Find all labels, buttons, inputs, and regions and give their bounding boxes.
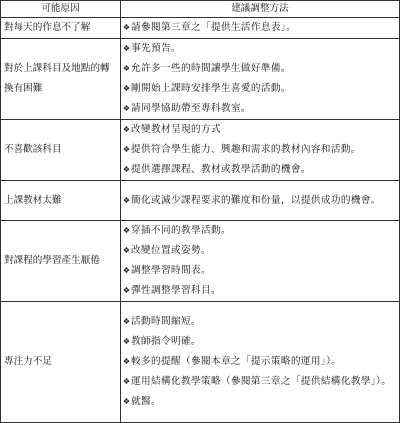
header-row: [1, 1, 400, 18]
method-item: [122, 312, 399, 332]
method-item: [122, 261, 399, 281]
diamond-bullet-icon: ❖: [122, 226, 131, 235]
methods-cell: [121, 18, 400, 39]
reason-cell: 專注力不足: [1, 302, 121, 423]
method-item: [122, 191, 399, 211]
diamond-bullet-icon: ❖: [122, 145, 131, 154]
method-item: [122, 120, 399, 140]
diamond-bullet-icon: ❖: [122, 357, 131, 366]
method-item: [122, 221, 399, 241]
reason-cell: 不喜歡該科目: [1, 120, 121, 181]
diamond-bullet-icon: ❖: [122, 195, 131, 205]
table-row: [1, 18, 400, 39]
diamond-bullet-icon: ❖: [122, 337, 131, 346]
diamond-bullet-icon: ❖: [122, 104, 131, 113]
diamond-bullet-icon: ❖: [122, 286, 131, 295]
table-row: [1, 221, 400, 302]
methods-cell: [121, 221, 400, 302]
method-text: 請同學協助帶至專科教室。: [131, 103, 251, 114]
diamond-bullet-icon: ❖: [122, 246, 131, 255]
reason-cell: 對每天的作息不了解: [1, 18, 121, 39]
table-row: [1, 39, 400, 120]
method-text: 較多的提醒（參閱本章之「提示策略的運用」）。: [131, 356, 342, 367]
method-text: 調整學習時間表。: [131, 265, 211, 276]
diamond-bullet-icon: ❖: [122, 64, 131, 73]
method-item: [122, 392, 399, 412]
method-text: 允許多一些的時間讓學生做好準備。: [131, 63, 291, 74]
method-text: 教師指令明確。: [131, 336, 201, 347]
methods-cell: [121, 302, 400, 423]
method-item: [122, 59, 399, 79]
diamond-bullet-icon: ❖: [122, 44, 131, 53]
method-text: 活動時間縮短。: [131, 316, 201, 327]
method-item: [122, 372, 399, 392]
reason-cell: 對於上課科目及地點的轉換有困難: [1, 39, 121, 120]
method-text: 提供符合學生能力、興趣和需求的教材內容和活動。: [131, 144, 361, 155]
method-item: [122, 352, 399, 372]
method-text: 改變教材呈現的方式: [131, 124, 221, 135]
diamond-bullet-icon: ❖: [122, 377, 131, 386]
table-body: [1, 18, 400, 423]
table-row: [1, 302, 400, 423]
header-reason: 可能原因: [1, 1, 121, 18]
diamond-bullet-icon: ❖: [122, 397, 131, 406]
methods-cell: [121, 39, 400, 120]
diamond-bullet-icon: ❖: [122, 266, 131, 275]
method-item: [122, 281, 399, 301]
methods-cell: [121, 181, 400, 221]
methods-cell: [121, 120, 400, 181]
method-text: 穿插不同的教學活動。: [131, 225, 231, 236]
method-item: [122, 160, 399, 180]
method-item: [122, 79, 399, 99]
diamond-bullet-icon: ❖: [122, 23, 131, 32]
method-item: [122, 332, 399, 352]
diamond-bullet-icon: ❖: [122, 125, 131, 134]
method-text: 運用結構化教學策略（參閱第三章之「提供結構化教學」）。: [131, 376, 392, 387]
diamond-bullet-icon: ❖: [122, 317, 131, 326]
diamond-bullet-icon: ❖: [122, 165, 131, 174]
method-item: [122, 18, 399, 38]
method-text: 簡化或減少課程要求的難度和份量，以提供成功的機會。: [131, 194, 381, 206]
method-text: 就醫。: [131, 396, 161, 407]
method-item: [122, 140, 399, 160]
reason-cell: 對課程的學習產生厭倦: [1, 221, 121, 302]
method-text: 剛開始上課時安排學生喜愛的活動。: [131, 83, 291, 94]
header-methods: 建議調整方法: [121, 1, 400, 18]
method-text: 提供選擇課程、教材或教學活動的機會。: [131, 164, 311, 175]
method-item: [122, 39, 399, 59]
method-item: [122, 241, 399, 261]
reason-cell: 上課教材太難: [1, 181, 121, 221]
method-text: 請參閱第三章之「提供生活作息表」。: [131, 22, 297, 33]
table-row: [1, 181, 400, 221]
method-item: [122, 99, 399, 119]
method-text: 改變位置或姿勢。: [131, 245, 211, 256]
method-text: 事先預告。: [131, 43, 181, 54]
method-text: 彈性調整學習科目。: [131, 285, 221, 296]
diamond-bullet-icon: ❖: [122, 84, 131, 93]
table-row: [1, 120, 400, 181]
